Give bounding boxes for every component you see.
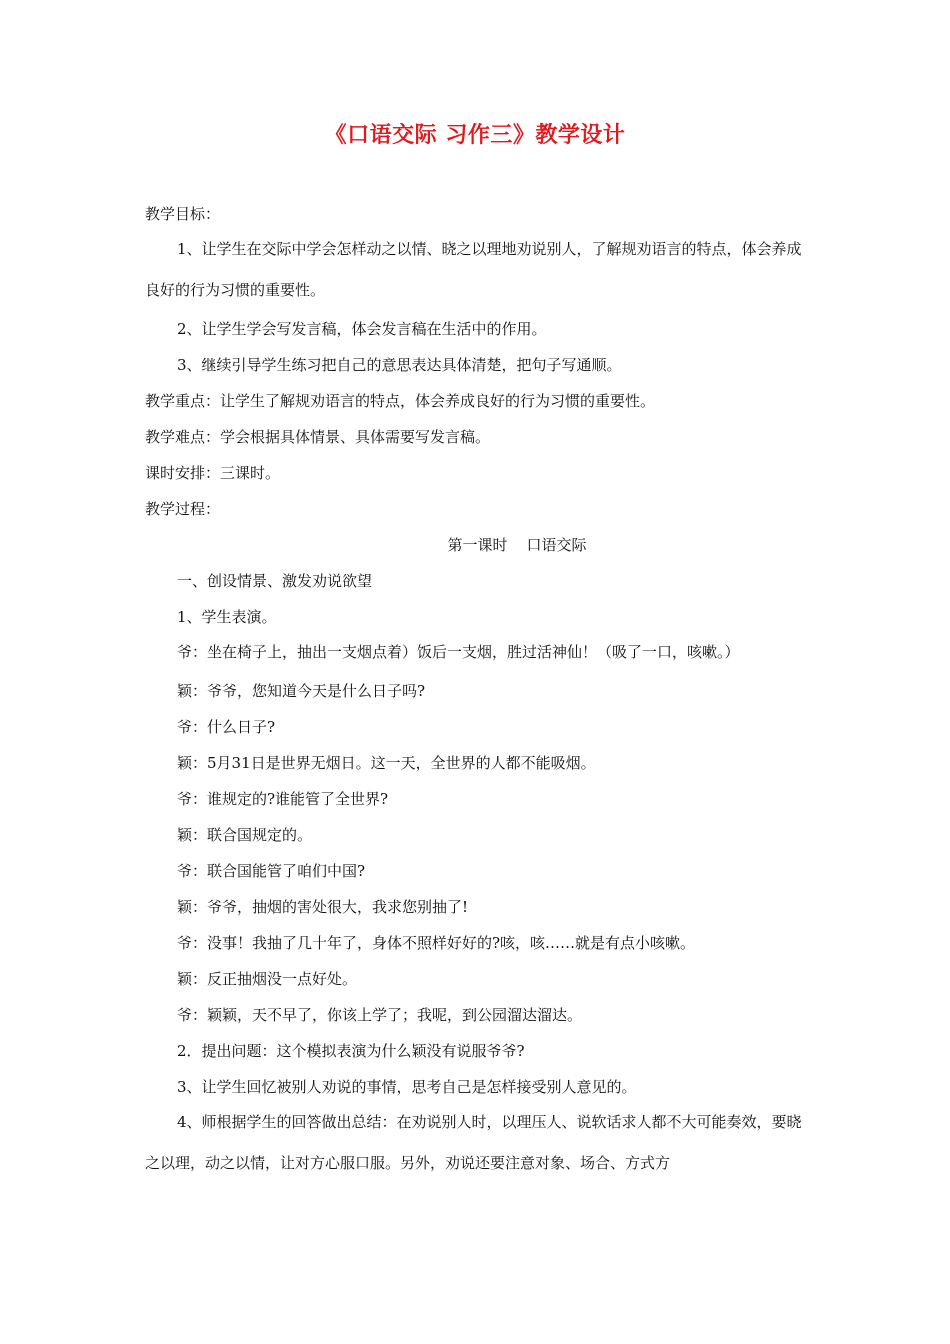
document-body — [145, 196, 807, 1184]
step-heading-1: 一、创设情景、激发劝说欲望 — [177, 572, 373, 590]
paragraph-key-point: 教学重点：让学生了解规劝语言的特点，体会养成良好的行为习惯的重要性。 — [145, 392, 656, 410]
dialogue-line: 颖：爷爷，您知道今天是什么日子吗? — [177, 682, 426, 700]
dialogue-line: 颖：反正抽烟没一点好处。 — [177, 970, 358, 988]
lesson-heading: 第一课时 口语交际 — [447, 536, 587, 554]
dialogue-line: 颖：5月31日是世界无烟日。这一天，全世界的人都不能吸烟。 — [177, 754, 596, 772]
dialogue-line: 颖：爷爷，抽烟的害处很大，我求您别抽了! — [177, 898, 469, 916]
dialogue-line: 爷：联合国能管了咱们中国? — [177, 862, 366, 880]
dialogue-line: 爷：颖颖，天不早了，你该上学了；我呢，到公园溜达溜达。 — [177, 1006, 583, 1024]
paragraph-schedule: 课时安排：三课时。 — [145, 464, 281, 482]
dialogue-line: 颖：联合国规定的。 — [177, 826, 313, 844]
step-item: 4、师根据学生的回答做出总结：在劝说别人时，以理压人、说软话求人都不大可能奏效，要晓之以理，动之以情，让对方心服口服。另外，劝说还要注意对象、场合、方式方 — [145, 1113, 802, 1172]
dialogue-line: 爷：坐在椅子上，抽出一支烟点着）饭后一支烟，胜过活神仙！（吸了一口，咳嗽。） — [177, 643, 740, 661]
paragraph-objective-3: 3、继续引导学生练习把自己的意思表达具体清楚，把句子写通顺。 — [177, 356, 622, 374]
section-heading-process: 教学过程： — [145, 500, 221, 518]
paragraph-difficulty: 教学难点：学会根据具体情景、具体需要写发言稿。 — [145, 428, 491, 446]
section-heading-objectives: 教学目标： — [145, 205, 221, 223]
step-item: 2．提出问题：这个模拟表演为什么颖没有说服爷爷? — [177, 1042, 525, 1060]
paragraph-objective-2: 2、让学生学会写发言稿，体会发言稿在生活中的作用。 — [177, 320, 547, 338]
dialogue-line: 爷：什么日子? — [177, 718, 276, 736]
document-title: 《口语交际 习作三》教学设计 — [324, 123, 626, 148]
step-item: 3、让学生回忆被别人劝说的事情，思考自己是怎样接受别人意见的。 — [177, 1078, 637, 1096]
dialogue-line: 爷：没事！我抽了几十年了，身体不照样好好的?咳，咳……就是有点小咳嗽。 — [177, 934, 696, 952]
step-item: 1、学生表演。 — [177, 608, 277, 626]
paragraph-objective-1: 1、让学生在交际中学会怎样动之以情、晓之以理地劝说别人，了解规劝语言的特点，体会养成良好的行为习惯的重要性。 — [145, 240, 802, 299]
dialogue-line: 爷：谁规定的?谁能管了全世界? — [177, 790, 389, 808]
